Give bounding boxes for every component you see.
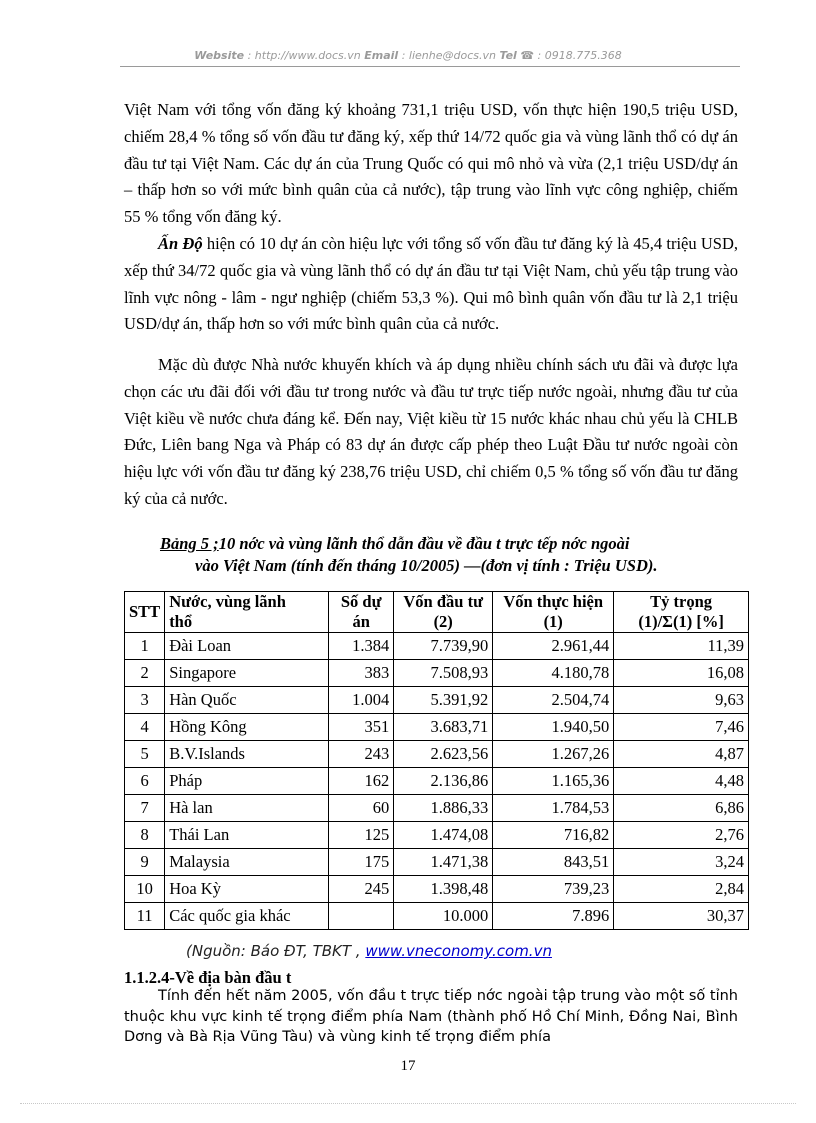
table-row (125, 687, 749, 714)
table-row (125, 876, 749, 903)
paragraph-2-text: hiện có 10 dự án còn hiệu lực với tổng số vốn đầu tư đăng ký là 45,4 triệu USD, xếp thứ 34/72 quốc gia và vùng lãnh thổ có dự án đầu tư tại Việt Nam, chủ yếu tập trung vào lĩnh vực nông - lâm - ngư nghiệp (chiếm 53,3 %). Qui mô bình quân vốn đầu tư là 2,1 triệu USD/dự án, thấp hơn so với mức bình quân của cả nước. (124, 234, 738, 334)
table-row (125, 741, 749, 768)
table-row (125, 903, 749, 930)
header-projects: Số dự án (329, 592, 394, 633)
table-caption (160, 533, 740, 577)
cell-capital: 5.391,92 (394, 687, 493, 714)
fdi-table (124, 591, 749, 930)
cell-realized: 1.784,53 (493, 795, 614, 822)
header-country: Nước, vùng lãnh thổ (165, 592, 329, 633)
cell-realized: 1.940,50 (493, 714, 614, 741)
paragraph-2 (124, 231, 738, 338)
cell-realized: 739,23 (493, 876, 614, 903)
cell-share: 30,37 (614, 903, 749, 930)
website-value: : http://www.docs.vn (247, 49, 361, 62)
cell-country: Hàn Quốc (165, 687, 329, 714)
cell-projects: 1.384 (329, 633, 394, 660)
cell-share: 16,08 (614, 660, 749, 687)
table-row (125, 795, 749, 822)
header-capital: Vốn đầu tư (2) (394, 592, 493, 633)
cell-country: Hồng Kông (165, 714, 329, 741)
cell-stt: 9 (125, 849, 165, 876)
cell-capital: 2.136,86 (394, 768, 493, 795)
cell-capital: 1.471,38 (394, 849, 493, 876)
cell-country: B.V.Islands (165, 741, 329, 768)
cell-stt: 7 (125, 795, 165, 822)
caption-label: Bảng 5 ; (160, 534, 219, 553)
cell-share: 7,46 (614, 714, 749, 741)
cell-stt: 2 (125, 660, 165, 687)
cell-capital: 1.474,08 (394, 822, 493, 849)
cell-projects: 175 (329, 849, 394, 876)
cell-share: 11,39 (614, 633, 749, 660)
cell-share: 6,86 (614, 795, 749, 822)
cell-country: Đài Loan (165, 633, 329, 660)
cell-projects: 383 (329, 660, 394, 687)
cell-realized: 2.961,44 (493, 633, 614, 660)
cell-projects: 1.004 (329, 687, 394, 714)
tel-label: Tel (499, 49, 517, 62)
cell-country: Hà lan (165, 795, 329, 822)
caption-title: 10 nớc và vùng lãnh thổ dẫn đầu về đầu t trực tếp nớc ngoài (218, 534, 630, 553)
email-value: : lienhe@docs.vn (401, 49, 496, 62)
cell-stt: 5 (125, 741, 165, 768)
cell-capital: 1.886,33 (394, 795, 493, 822)
table-row (125, 822, 749, 849)
page-header (0, 49, 816, 62)
section-heading: 1.1.2.4-Về địa bàn đầu t (124, 968, 292, 987)
table-row (125, 660, 749, 687)
cell-capital: 2.623,56 (394, 741, 493, 768)
table-header-row (125, 592, 749, 633)
header-share: Tỷ trọng (1)/Σ(1) [%] (614, 592, 749, 633)
cell-country: Pháp (165, 768, 329, 795)
section-paragraph (124, 986, 738, 1048)
cell-projects: 60 (329, 795, 394, 822)
cell-realized: 716,82 (493, 822, 614, 849)
cell-country: Singapore (165, 660, 329, 687)
cell-projects (329, 903, 394, 930)
email-label: Email (364, 49, 399, 62)
cell-capital: 1.398,48 (394, 876, 493, 903)
section-paragraph-text: Tính đến hết năm 2005, vốn đầu t trực tiếp nớc ngoài tập trung vào một số tỉnh thuộc khu vực kinh tế trọng điểm phía Nam (thành phố Hồ Chí Minh, Đồng Nai, Bình Dơng và Bà Rịa Vũng Tàu) và vùng kinh tế trọng điểm phía (124, 988, 738, 1045)
cell-realized: 2.504,74 (493, 687, 614, 714)
cell-country: Các quốc gia khác (165, 903, 329, 930)
cell-capital: 10.000 (394, 903, 493, 930)
cell-projects: 351 (329, 714, 394, 741)
website-label: Website (194, 49, 245, 62)
source-link[interactable]: www.vneconomy.com.vn (365, 942, 552, 960)
paragraph-3-text: Mặc dù được Nhà nước khuyến khích và áp dụng nhiều chính sách ưu đãi và được lựa chọn các ưu đãi đối với đầu tư trong nước và đầu tư trực tiếp nước ngoài, nhưng đầu tư của Việt kiều về nước chưa đáng kể. Đến nay, Việt kiều từ 15 nước khác nhau chủ yếu là CHLB Đức, Liên bang Nga và Pháp có 83 dự án được cấp phép theo Luật Đầu tư nước ngoài còn hiệu lực với vốn đầu tư đăng ký 238,76 triệu USD, chỉ chiếm 0,5 % tổng số vốn đầu tư đăng ký của cả nước. (124, 355, 738, 508)
cell-share: 4,87 (614, 741, 749, 768)
paragraph-1 (124, 97, 738, 231)
source-text: (Nguồn: Báo ĐT, TBKT , (186, 942, 366, 960)
paragraph-1-text: Việt Nam với tổng vốn đăng ký khoảng 731,1 triệu USD, vốn thực hiện 190,5 triệu USD, chiếm 28,4 % tổng số vốn đầu tư đăng ký, xếp thứ 14/72 quốc gia và vùng lãnh thổ có dự án đầu tư tại Việt Nam. Các dự án của Trung Quốc có qui mô nhỏ và vừa (2,1 triệu USD/dự án – thấp hơn so với mức bình quân của cả nước), tập trung vào lĩnh vực công nghiệp, chiếm 55 % tổng vốn đăng ký. (124, 100, 738, 227)
cell-realized: 4.180,78 (493, 660, 614, 687)
cell-stt: 11 (125, 903, 165, 930)
cell-projects: 243 (329, 741, 394, 768)
cell-realized: 843,51 (493, 849, 614, 876)
cell-stt: 4 (125, 714, 165, 741)
cell-share: 9,63 (614, 687, 749, 714)
cell-projects: 162 (329, 768, 394, 795)
cell-share: 2,84 (614, 876, 749, 903)
page-number: 17 (400, 1058, 416, 1074)
cell-country: Malaysia (165, 849, 329, 876)
cell-capital: 7.508,93 (394, 660, 493, 687)
cell-share: 4,48 (614, 768, 749, 795)
phone-icon: ☎ (520, 49, 535, 62)
table-source (186, 942, 552, 960)
cell-share: 3,24 (614, 849, 749, 876)
table-row (125, 768, 749, 795)
cell-share: 2,76 (614, 822, 749, 849)
cell-realized: 1.267,26 (493, 741, 614, 768)
cell-realized: 7.896 (493, 903, 614, 930)
cell-capital: 3.683,71 (394, 714, 493, 741)
header-stt: STT (125, 592, 165, 633)
page-bottom-divider (20, 1103, 796, 1104)
cell-realized: 1.165,36 (493, 768, 614, 795)
paragraph-3 (124, 352, 738, 513)
cell-country: Thái Lan (165, 822, 329, 849)
cell-stt: 3 (125, 687, 165, 714)
header-realized: Vốn thực hiện (1) (493, 592, 614, 633)
caption-line-2: vào Việt Nam (tính đến tháng 10/2005) —(đơn vị tính : Triệu USD). (195, 556, 658, 575)
header-divider (120, 66, 740, 67)
cell-projects: 245 (329, 876, 394, 903)
table-row (125, 849, 749, 876)
cell-country: Hoa Kỳ (165, 876, 329, 903)
cell-stt: 1 (125, 633, 165, 660)
cell-capital: 7.739,90 (394, 633, 493, 660)
cell-stt: 10 (125, 876, 165, 903)
tel-value: : 0918.775.368 (537, 49, 622, 62)
table-row (125, 633, 749, 660)
cell-projects: 125 (329, 822, 394, 849)
cell-stt: 6 (125, 768, 165, 795)
india-lead: Ấn Độ (158, 234, 203, 253)
table-row (125, 714, 749, 741)
cell-stt: 8 (125, 822, 165, 849)
